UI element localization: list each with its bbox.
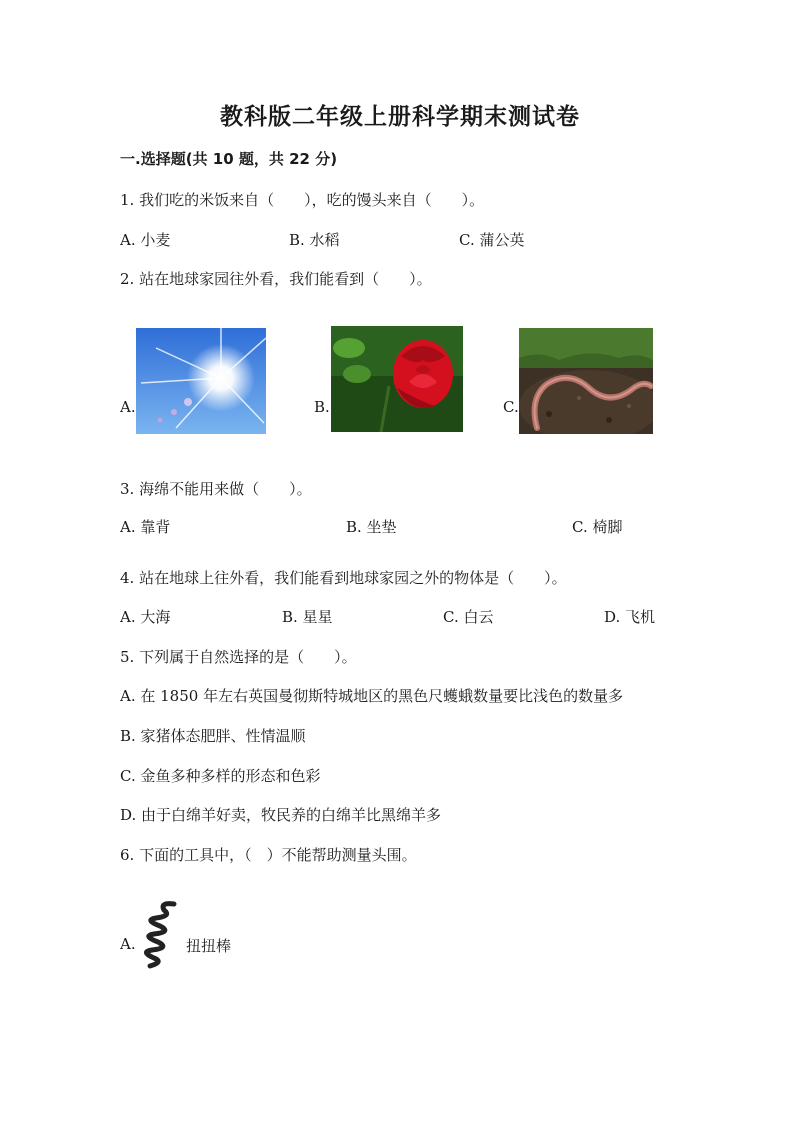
q5-option-a: A. 在 1850 年左右英国曼彻斯特城地区的黑色尺蠖蛾数量要比浅色的数量多 — [120, 687, 624, 705]
question-3: 3. 海绵不能用来做（ ）。 — [120, 480, 312, 498]
q4-option-d: D. 飞机 — [604, 608, 656, 626]
q2-option-a: A. — [120, 398, 136, 416]
q2-option-b: B. — [314, 398, 330, 416]
q3-option-a: A. 靠背 — [120, 518, 171, 536]
q5-option-b: B. 家猪体态肥胖、性情温顺 — [120, 727, 306, 745]
q1-option-a: A. 小麦 — [120, 231, 171, 249]
section-heading: 一.选择题(共 10 题，共 22 分) — [120, 150, 338, 168]
q1-option-b: B. 水稻 — [289, 231, 340, 249]
twist-stick-image — [138, 898, 180, 970]
q4-option-c: C. 白云 — [443, 608, 494, 626]
question-4: 4. 站在地球上往外看，我们能看到地球家园之外的物体是（ ）。 — [120, 569, 567, 587]
page-title: 教科版二年级上册科学期末测试卷 — [220, 104, 580, 130]
q5-option-c: C. 金鱼多种多样的形态和色彩 — [120, 767, 321, 785]
question-2: 2. 站在地球家园往外看，我们能看到（ ）。 — [120, 270, 432, 288]
question-5: 5. 下列属于自然选择的是（ ）。 — [120, 648, 357, 666]
q1-option-c: C. 蒲公英 — [459, 231, 525, 249]
q3-option-c: C. 椅脚 — [572, 518, 623, 536]
q6-option-a-label: 扭扭棒 — [186, 937, 232, 955]
q4-option-a: A. 大海 — [120, 608, 171, 626]
q3-option-b: B. 坐垫 — [346, 518, 397, 536]
q2-option-c: C. — [503, 398, 519, 416]
rose-image — [331, 326, 463, 432]
q6-option-a: A. — [120, 935, 136, 953]
q4-option-b: B. 星星 — [282, 608, 333, 626]
question-6: 6. 下面的工具中，（ ）不能帮助测量头围。 — [120, 846, 417, 864]
earthworm-image — [519, 328, 653, 434]
question-1: 1. 我们吃的米饭来自（ ），吃的馒头来自（ ）。 — [120, 191, 485, 209]
sun-image — [136, 328, 266, 434]
q5-option-d: D. 由于白绵羊好卖，牧民养的白绵羊比黑绵羊多 — [120, 806, 442, 824]
